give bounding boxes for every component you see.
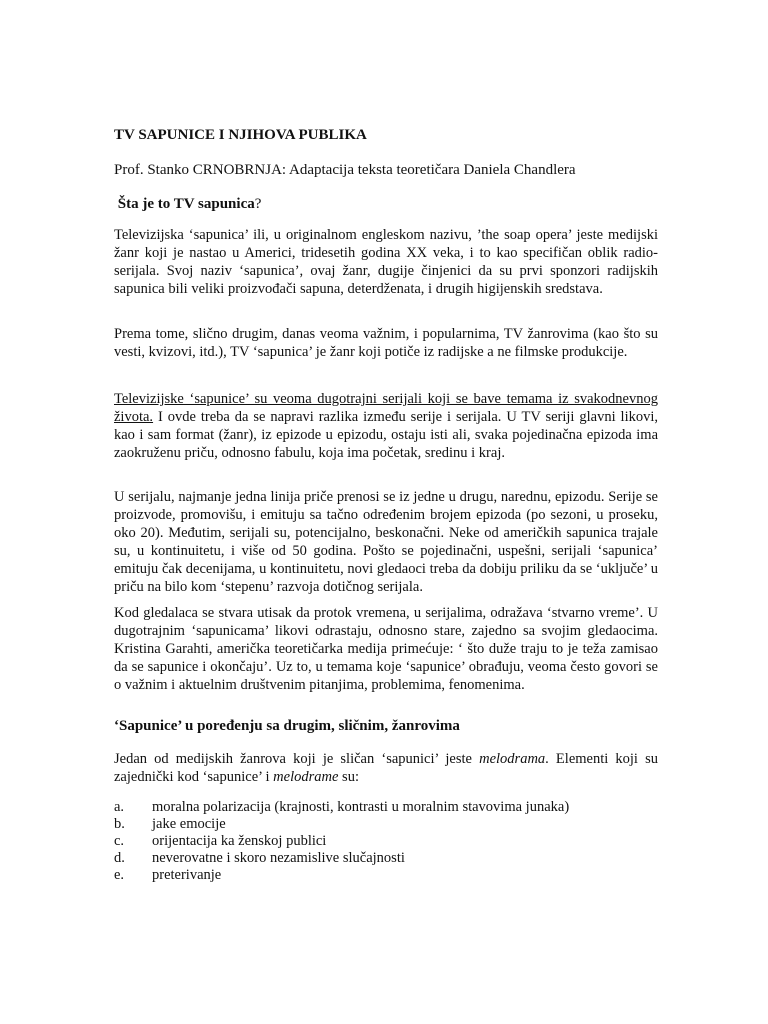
paragraph-6-text-3: su: (338, 769, 359, 785)
paragraph-3 (114, 390, 658, 462)
list-item (114, 850, 569, 867)
section-heading-text: Šta je to TV sapunica (117, 196, 255, 212)
paragraph-6-em-melodrama: melodrama (479, 751, 546, 767)
document-page (114, 0, 658, 1024)
list-marker: b. (114, 816, 125, 832)
list-marker: c. (114, 833, 125, 849)
list-item (114, 816, 569, 833)
list-item (114, 867, 569, 884)
list-item (114, 833, 569, 850)
section-heading-suffix: ? (254, 196, 262, 212)
document-title: TV SAPUNICE I NJIHOVA PUBLIKA (114, 127, 367, 143)
section-heading-comparison: ‘Sapunice’ u poređenju sa drugim, sličnim, žanrovima (114, 718, 460, 734)
paragraph-3-rest: I ovde treba da se napravi razlika između serije i serijala. U TV seriji glavni likovi, kao i sam format (žanr), iz epizode u epizodu, ostaju isti ali, svaka pojedinačna epizoda ima zaokruženu priču, odnosno fabulu, koja ima početak, sredinu i kraj. (114, 409, 658, 461)
list-marker: d. (114, 850, 125, 866)
list-marker: a. (114, 799, 125, 815)
list-item-text: neverovatne i skoro nezamislive slučajnosti (152, 850, 405, 866)
list-item (114, 799, 569, 816)
paragraph-6 (114, 750, 658, 786)
section-heading-what-is-soap (114, 195, 261, 213)
paragraph-6-text-1: Jedan od medijskih žanrova koji je sličan ‘sapunici’ jeste (114, 751, 480, 767)
list-item-text: moralna polarizacija (krajnosti, kontrasti u moralnim stavovima junaka) (152, 799, 570, 815)
list-item-text: orijentacija ka ženskoj publici (152, 833, 327, 849)
list-item-text: preterivanje (152, 867, 222, 883)
paragraph-6-em-melodrame: melodrame (273, 769, 339, 785)
paragraph-1: Televizijska ‘sapunica’ ili, u originalnom engleskom nazivu, ’the soap opera’ jeste medijski žanr koji je nastao u Americi, tridesetih godina XX veka, i to kao specifičan oblik radio-serijala. Svoj naziv ‘sapunica’, ovaj žanr, dugije činjenici da su prvi sponzori radijskih sapunica bili veliki proizvođači sapuna, deterdženata, i drugih higijenskih sredstava. (114, 227, 658, 297)
paragraph-3-underlined: Televizijske ‘sapunice’ su veoma dugotrajni serijali koji se bave temama iz svakodnevnog života. (114, 391, 658, 425)
list-marker: e. (114, 867, 125, 883)
paragraph-2: Prema tome, slično drugim, danas veoma važnim, i popularnima, TV žanrovima (kao što su vesti, kvizovi, itd.), TV ‘sapunica’ je žanr koji potiče iz radijske a ne filmske produkcije. (114, 326, 658, 360)
author-line: Prof. Stanko CRNOBRNJA: Adaptacija teksta teoretičara Daniela Chandlera (114, 162, 576, 178)
paragraph-4: U serijalu, najmanje jedna linija priče prenosi se iz jedne u drugu, narednu, epizodu. Serije se proizvode, promovišu, i emituju sa tačno određenim brojem epizoda (po sezoni, u proseku, oko 20). Međutim, serijali su, potencijalno, beskonačni. Neke od američkih sapunica trajale su, u kontinuitetu, i više od 50 godina. Pošto se pojedinačni, uspešni, serijali ‘sapunica’ emituju čak decenijama, u kontinuitetu, novi gledaoci treba da dobiju priliku da se ‘uključe’ u priču na bilo kom ‘stepenu’ razvoja dotičnog serijala. (114, 489, 658, 595)
list-item-text: jake emocije (152, 816, 226, 832)
melodrama-elements-list (114, 799, 569, 884)
paragraph-5: Kod gledalaca se stvara utisak da protok vremena, u serijalima, odražava ‘stvarno vreme’. U dugotrajnim ‘sapunicama’ likovi odrastaju, odnosno stare, zajedno sa svojim gledaocima. Kristina Garahti, američka teoretičarka medija primećuje: ‘ što duže traju to je teža zamisao da se sapunice i okončaju’. Uz to, u temama koje ‘sapunice’ obrađuju, veoma često govori se o važnim i aktuelnim društvenim pitanjima, problemima, fenomenima. (114, 605, 658, 693)
paragraph-6-text-2: . Elementi koji su zajednički kod ‘sapunice’ i (114, 751, 658, 785)
